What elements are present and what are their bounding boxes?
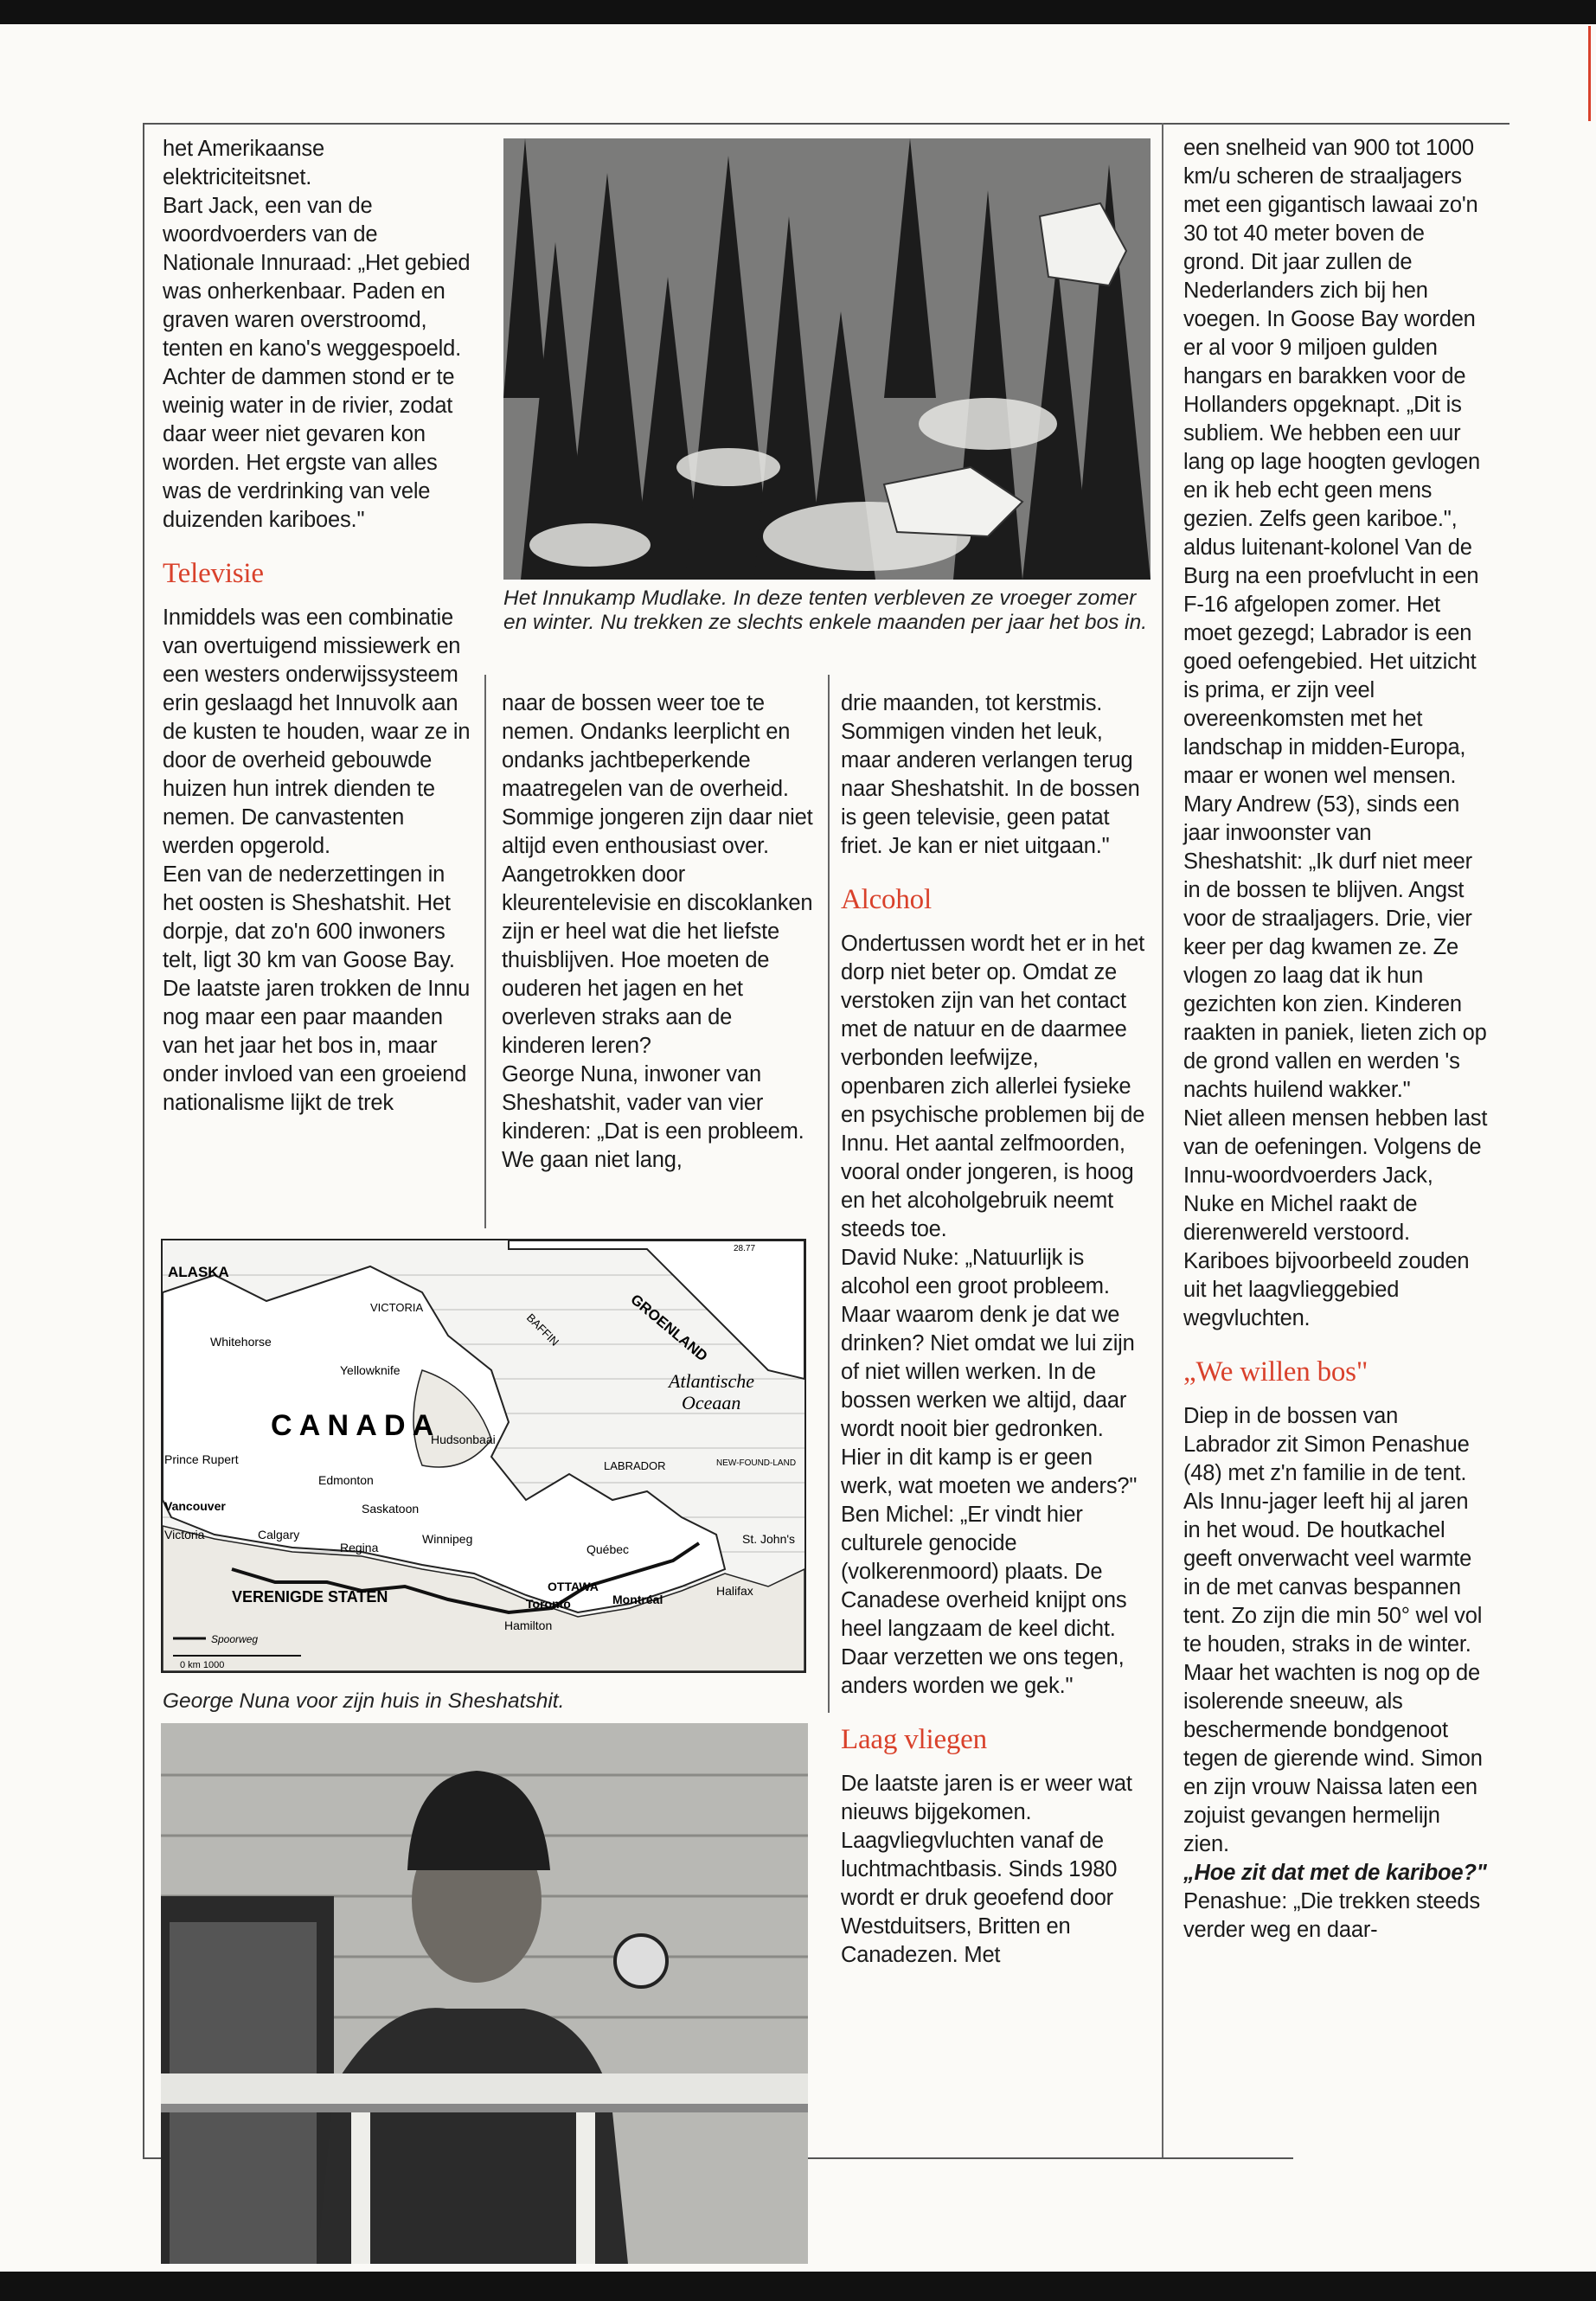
paragraph: Sommige jongeren zijn daar niet altijd even enthousiast over. Aangetrokken door kleurentelevisie en discoklanken zijn er heel wat die het liefste thuisblijven. Hoe moeten de ouderen het jagen en het overleven straks aan de kinderen leren? [502,805,813,1058]
portrait-caption: George Nuna voor zijn huis in Sheshatshit. [163,1689,565,1713]
portrait-photo [161,1723,808,2264]
article-column-3 [841,689,1148,1970]
camp-photo [503,138,1151,580]
bottom-bar [0,2272,1596,2301]
map-city: Montréal [612,1593,663,1606]
paragraph: Ondertussen wordt het er in het dorp niet beter op. Omdat ze verstoken zijn van het contact met de natuur en de daarmee verbonden leefwijze, openbaren zich allerlei fysieke en psychische problemen bij de Innu. Het aantal zelfmoorden, vooral onder jongeren, is hoog en het alcoholgebruik neemt steeds toe. [841,932,1145,1241]
column-rule [484,675,486,1228]
map-label: LABRADOR [604,1459,666,1472]
paragraph: Ben Michel: „Er vindt hier culturele genocide (volkerenmoord) plaats. De Canadese overheid knijpt ons heel langzaam de keel dicht. Daar verzetten we ons tegen, anders worden we gek." [841,1503,1127,1698]
map-label: VERENIGDE STATEN [232,1588,388,1606]
subheading-we-willen-bos: „We willen bos" [1183,1356,1368,1388]
paragraph: David Nuke: „Natuurlijk is alcohol een groot probleem. Maar waarom denk je dat we drinken? Niet omdat we lui zijn of niet willen werken. In de bossen werken we altijd, daar wordt nooit bier gedronken. Hier in dit kamp is er geen werk, wat moeten we anders?" [841,1246,1138,1498]
map-city: OTTAWA [548,1580,599,1593]
map-legend-rail: Spoorweg [211,1633,259,1645]
map-city: Yellowknife [340,1363,401,1377]
paragraph: Diep in de bossen van Labrador zit Simon Penashue (48) met z'n familie in de tent. Als Innu-jager leeft hij al jaren in het woud. De houtkachel geeft onverwacht veel warmte in de met canvas bespannen tent. Zo zijn die min 50° wel vol te houden, straks in de winter. Maar het wachten is nog op de isolerende sneeuw, als beschermende bondgenoot tegen de gierende wind. Simon en zijn vrouw Naissa laten een zojuist gevangen hermelijn zien. [1183,1404,1483,1856]
column-rule [1162,123,1163,2157]
top-bar [0,0,1596,24]
paragraph: De laatste jaren is er weer wat nieuws bijgekomen. Laagvliegvluchten vanaf de luchtmachtbasis. Sinds 1980 wordt er druk geoefend door Westduitsers, Britten en Canadezen. Met [841,1772,1132,1967]
frame-left-rule [143,123,144,2157]
map-country-label: C A N A D A [271,1409,434,1442]
map-city: Vancouver [164,1499,226,1513]
article-column-1 [163,135,474,1118]
red-margin-line [1588,26,1591,121]
map-city: Saskatoon [362,1502,420,1516]
paragraph: naar de bossen weer toe te nemen. Ondanks leerplicht en ondanks jachtbeperkende maatregelen van de overheid. [502,691,791,801]
map-city: Prince Rupert [164,1452,239,1466]
column-rule [828,675,830,1713]
paragraph: drie maanden, tot kerstmis. Sommigen vinden het leuk, maar anderen verlangen terug naar Sheshatshit. In de bossen is geen televisie, geen patat friet. Je kan er niet uitgaan." [841,691,1140,858]
article-column-4 [1183,134,1488,1945]
frame-top-rule [143,123,1509,125]
map-label: GROENLAND [627,1291,711,1365]
paragraph: Niet alleen mensen hebben last van de oefeningen. Volgens de Innu-woordvoerders Jack, Nuke en Michel raakt de dierenwereld verstoord. Kariboes bijvoorbeeld zouden uit het laagvlieggebied wegvluchten. [1183,1106,1488,1330]
subheading-laag-vliegen: Laag vliegen [841,1724,987,1755]
map-city: Halifax [716,1584,753,1598]
map-city: Victoria [164,1528,205,1541]
paragraph: een snelheid van 900 tot 1000 km/u scheren de straaljagers met een gigantisch lawaai zo'n 30 tot 40 meter boven de grond. Dit jaar zullen de Nederlanders zich bij hen voegen. In Goose Bay worden er al voor 9 miljoen gulden hangars en barakken voor de Hollanders opgeknapt. „Dit is subliem. We hebben een uur lang op lage hoogten gevlogen en ik heb echt geen mens gezien. Zelfs geen kariboe.", aldus luitenant-kolonel Van de Burg na een proefvlucht in een F-16 afgelopen zomer. Het moet gezegd; Labrador is een goed oefengebied. Het uitzicht is prima, er zijn veel overeenkomsten met het landschap in midden-Europa, maar er wonen wel mensen. [1183,136,1481,788]
map-label: NEW-FOUND-LAND [716,1458,797,1468]
paragraph: Bart Jack, een van de woordvoerders van de Nationale Innuraad: „Het gebied was onherkenbaar. Paden en graven waren overstroomd, tenten en kano's weggespoeld. Achter de dammen stond er te weinig water in de rivier, zodat daar weer niet gevaren kon worden. Het ergste van alles was de verdrinking van vele duizenden kariboes." [163,194,471,532]
article-column-2 [502,689,817,1175]
paragraph: George Nuna, inwoner van Sheshatshit, vader van vier kinderen: „Dat is een probleem. We gaan niet lang, [502,1062,804,1172]
map-label: Oceaan [682,1392,741,1413]
map-code: 28.77 [734,1244,756,1253]
map-city: Toronto [526,1597,571,1611]
map-legend-scale: 0 km 1000 [180,1660,225,1670]
map-label: ALASKA [168,1264,229,1280]
map-city: Regina [340,1541,379,1554]
map-city: Hamilton [504,1618,553,1632]
map-label: VICTORIA [370,1301,424,1314]
map-city: Winnipeg [422,1532,473,1546]
interview-question: „Hoe zit dat met de kariboe?" [1183,1861,1487,1885]
paragraph: Inmiddels was een combinatie van overtuigend missiewerk en een westers onderwijssysteem erin geslaagd het Innuvolk aan de kusten te houden, waar ze in door de overheid gebouwde huizen hun intrek dienden te nemen. De canvastenten werden opgerold. [163,606,471,858]
map-city: Québec [586,1542,630,1556]
subheading-alcohol: Alcohol [841,884,932,915]
map-city: Edmonton [318,1473,374,1487]
map-label: Atlantische [669,1370,754,1392]
map-city: Calgary [258,1528,300,1541]
paragraph: Mary Andrew (53), sinds een jaar inwoonster van Sheshatshit: „Ik durf niet meer in de bossen te blijven. Angst voor de straaljagers. Drie, vier keer per dag kwamen ze. Ze vlogen zo laag dat ik hun gezichten kon zien. Kinderen raakten in paniek, lieten zich op de grond vallen en werden 's nachts huilend wakker." [1183,792,1487,1102]
paragraph: Penashue: „Die trekken steeds verder weg en daar- [1183,1889,1480,1942]
map-city: Whitehorse [210,1335,272,1349]
subheading-televisie: Televisie [163,558,264,589]
camp-photo-caption: Het Innukamp Mudlake. In deze tenten verbleven ze vroeger zomer en winter. Nu trekken ze slechts enkele maanden per jaar het bos in. [503,586,1148,634]
paragraph: Een van de nederzettingen in het oosten is Sheshatshit. Het dorpje, dat zo'n 600 inwoners telt, ligt 30 km van Goose Bay. De laatste jaren trokken de Innu nog maar een paar maanden van het jaar het bos in, maar onder invloed van een groeiend nationalisme lijkt de trek [163,862,471,1115]
map-city: St. John's [742,1532,796,1546]
canada-map [161,1239,806,1673]
paragraph: het Amerikaanse elektriciteitsnet. [163,137,324,189]
map-label: BAFFIN [523,1311,562,1349]
map-label: Hudsonbaai [431,1433,496,1446]
